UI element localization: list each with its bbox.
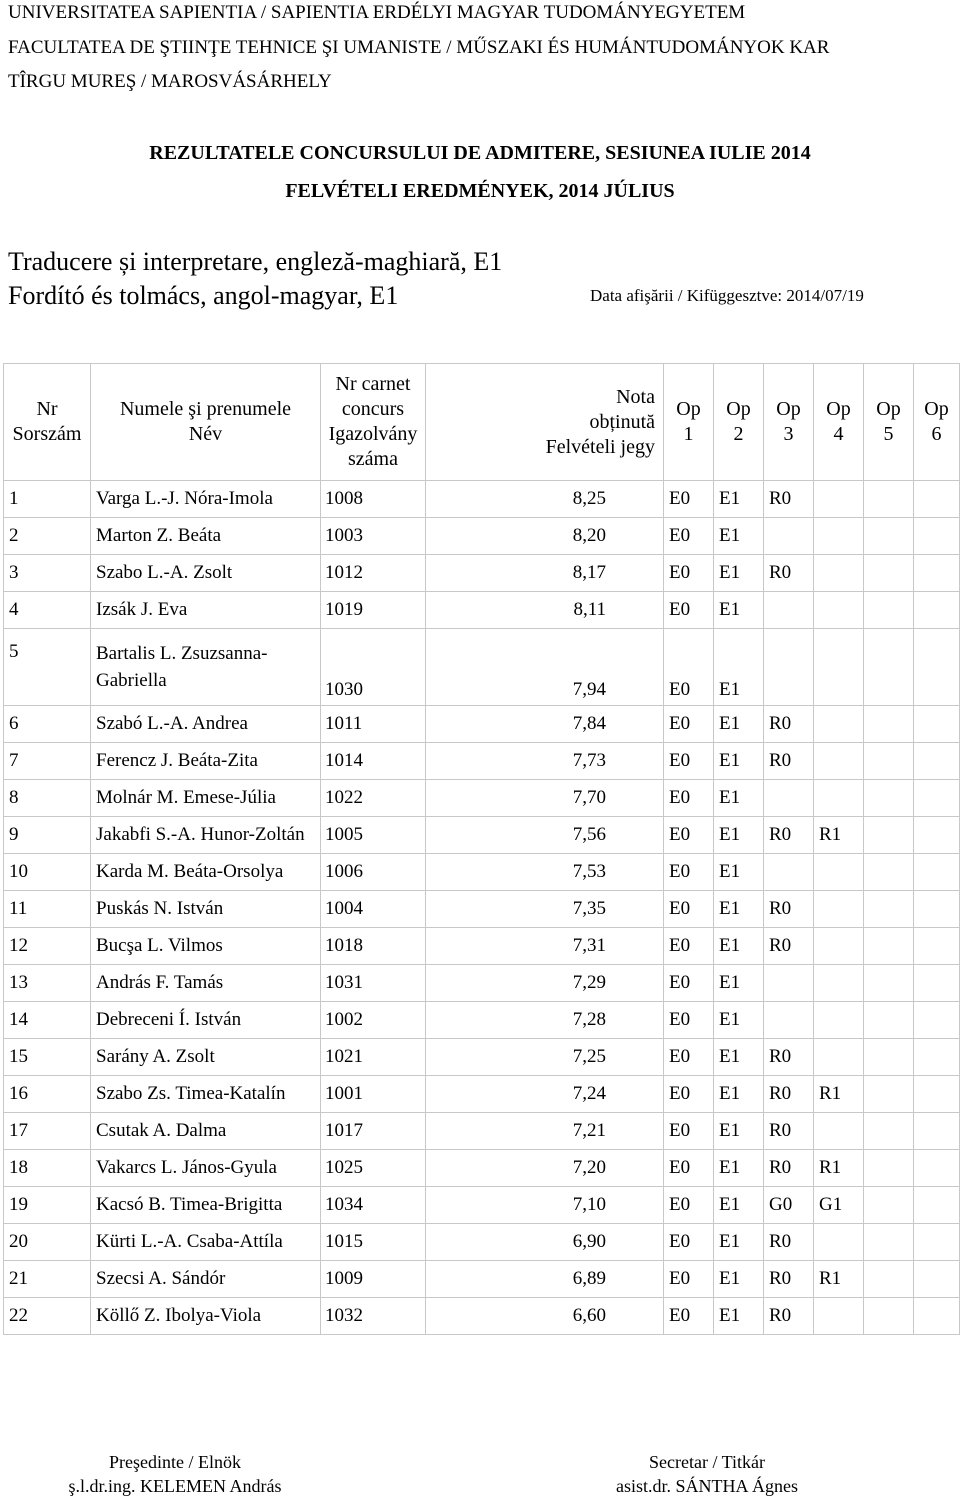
cell-op5 <box>864 1261 914 1298</box>
cell-op1: E0 <box>664 1187 714 1224</box>
cell-op1: E0 <box>664 854 714 891</box>
cell-op6 <box>914 1002 960 1039</box>
cell-name: Kacsó B. Timea-Brigitta <box>91 1187 321 1224</box>
cell-op3: R0 <box>764 817 814 854</box>
cell-nr: 17 <box>4 1113 91 1150</box>
cell-carnet: 1018 <box>321 928 426 965</box>
table-row <box>4 706 960 743</box>
cell-name: Bartalis L. Zsuzsanna-Gabriella <box>91 629 321 706</box>
cell-op6 <box>914 1039 960 1076</box>
header-grade: Nota obținută Felvételi jegy <box>426 364 664 481</box>
cell-op3: R0 <box>764 928 814 965</box>
cell-nr: 19 <box>4 1187 91 1224</box>
table-row <box>4 629 960 706</box>
cell-carnet: 1034 <box>321 1187 426 1224</box>
cell-op2: E1 <box>714 518 764 555</box>
cell-nr: 21 <box>4 1261 91 1298</box>
cell-op3: R0 <box>764 706 814 743</box>
table-row <box>4 817 960 854</box>
cell-op5 <box>864 965 914 1002</box>
cell-nr: 10 <box>4 854 91 891</box>
cell-op3: R0 <box>764 1224 814 1261</box>
cell-name: Molnár M. Emese-Júlia <box>91 780 321 817</box>
cell-op3: R0 <box>764 1150 814 1187</box>
cell-op2: E1 <box>714 1039 764 1076</box>
table-row <box>4 1039 960 1076</box>
cell-op5 <box>864 1187 914 1224</box>
cell-op5 <box>864 518 914 555</box>
cell-op2: E1 <box>714 481 764 518</box>
cell-grade: 7,25 <box>426 1039 664 1076</box>
cell-op5 <box>864 743 914 780</box>
cell-name: Varga L.-J. Nóra-Imola <box>91 481 321 518</box>
cell-op4 <box>814 555 864 592</box>
cell-carnet: 1005 <box>321 817 426 854</box>
cell-op2: E1 <box>714 1187 764 1224</box>
cell-op5 <box>864 629 914 706</box>
cell-op5 <box>864 1224 914 1261</box>
cell-op6 <box>914 928 960 965</box>
cell-op1: E0 <box>664 1113 714 1150</box>
cell-op1: E0 <box>664 743 714 780</box>
cell-op3 <box>764 629 814 706</box>
cell-op2: E1 <box>714 780 764 817</box>
cell-op6 <box>914 1187 960 1224</box>
cell-op1: E0 <box>664 555 714 592</box>
cell-op6 <box>914 1298 960 1335</box>
cell-op6 <box>914 555 960 592</box>
cell-op5 <box>864 1150 914 1187</box>
cell-op6 <box>914 817 960 854</box>
cell-op6 <box>914 629 960 706</box>
cell-grade: 7,73 <box>426 743 664 780</box>
cell-op3: R0 <box>764 1113 814 1150</box>
cell-grade: 7,56 <box>426 817 664 854</box>
secretary-title: Secretar / Titkár <box>649 1452 765 1472</box>
display-date: Data afişării / Kifüggesztve: 2014/07/19 <box>590 286 864 305</box>
cell-carnet: 1012 <box>321 555 426 592</box>
cell-op3: G0 <box>764 1187 814 1224</box>
cell-op1: E0 <box>664 592 714 629</box>
cell-name: Izsák J. Eva <box>91 592 321 629</box>
cell-carnet: 1003 <box>321 518 426 555</box>
cell-carnet: 1032 <box>321 1298 426 1335</box>
cell-op1: E0 <box>664 1076 714 1113</box>
table-row <box>4 1076 960 1113</box>
program-title-hu: Fordító és tolmács, angol-magyar, E1 <box>8 281 399 310</box>
header-op3: Op 3 <box>764 364 814 481</box>
cell-op5 <box>864 1298 914 1335</box>
cell-op1: E0 <box>664 1261 714 1298</box>
cell-op5 <box>864 555 914 592</box>
cell-op2: E1 <box>714 965 764 1002</box>
cell-op6 <box>914 1261 960 1298</box>
header-op4: Op 4 <box>814 364 864 481</box>
cell-op1: E0 <box>664 706 714 743</box>
cell-op4: G1 <box>814 1187 864 1224</box>
cell-op2: E1 <box>714 592 764 629</box>
cell-op5 <box>864 592 914 629</box>
table-row <box>4 891 960 928</box>
cell-op1: E0 <box>664 1150 714 1187</box>
results-table <box>3 363 960 1335</box>
cell-op2: E1 <box>714 817 764 854</box>
cell-op5 <box>864 1113 914 1150</box>
cell-nr: 20 <box>4 1224 91 1261</box>
cell-op2: E1 <box>714 928 764 965</box>
cell-op3: R0 <box>764 555 814 592</box>
program-title-ro: Traducere și interpretare, engleză-maghiară, E1 <box>8 247 503 276</box>
cell-nr: 13 <box>4 965 91 1002</box>
cell-grade: 6,60 <box>426 1298 664 1335</box>
cell-name: Csutak A. Dalma <box>91 1113 321 1150</box>
secretary-name: asist.dr. SÁNTHA Ágnes <box>615 1476 798 1496</box>
cell-nr: 14 <box>4 1002 91 1039</box>
cell-carnet: 1025 <box>321 1150 426 1187</box>
cell-grade: 7,84 <box>426 706 664 743</box>
university-name: UNIVERSITATEA SAPIENTIA / SAPIENTIA ERDÉLYI MAGYAR TUDOMÁNYEGYETEM <box>8 2 746 23</box>
cell-op6 <box>914 1224 960 1261</box>
cell-op6 <box>914 1076 960 1113</box>
cell-name: Jakabfi S.-A. Hunor-Zoltán <box>91 817 321 854</box>
cell-op4: R1 <box>814 1076 864 1113</box>
cell-op2: E1 <box>714 743 764 780</box>
table-row <box>4 481 960 518</box>
cell-op4 <box>814 592 864 629</box>
table-row <box>4 1150 960 1187</box>
cell-grade: 8,17 <box>426 555 664 592</box>
cell-op1: E0 <box>664 817 714 854</box>
cell-op1: E0 <box>664 1298 714 1335</box>
cell-op5 <box>864 1002 914 1039</box>
header-nr: Nr Sorszám <box>4 364 91 481</box>
cell-carnet: 1031 <box>321 965 426 1002</box>
cell-op3: R0 <box>764 481 814 518</box>
document-title-hu: FELVÉTELI EREDMÉNYEK, 2014 JÚLIUS <box>285 180 675 202</box>
cell-name: Puskás N. István <box>91 891 321 928</box>
cell-op6 <box>914 592 960 629</box>
cell-op6 <box>914 743 960 780</box>
cell-op6 <box>914 780 960 817</box>
cell-name: Köllő Z. Ibolya-Viola <box>91 1298 321 1335</box>
cell-grade: 6,90 <box>426 1224 664 1261</box>
cell-op4 <box>814 743 864 780</box>
cell-op2: E1 <box>714 1298 764 1335</box>
cell-carnet: 1001 <box>321 1076 426 1113</box>
cell-op2: E1 <box>714 706 764 743</box>
cell-op4 <box>814 928 864 965</box>
cell-carnet: 1022 <box>321 780 426 817</box>
cell-grade: 7,31 <box>426 928 664 965</box>
cell-op5 <box>864 481 914 518</box>
cell-op3 <box>764 592 814 629</box>
cell-op6 <box>914 1113 960 1150</box>
cell-carnet: 1008 <box>321 481 426 518</box>
table-row <box>4 592 960 629</box>
cell-op4 <box>814 518 864 555</box>
president-name: ş.l.dr.ing. KELEMEN András <box>68 1476 282 1496</box>
cell-op3 <box>764 518 814 555</box>
cell-op6 <box>914 518 960 555</box>
cell-op3 <box>764 854 814 891</box>
cell-op2: E1 <box>714 1261 764 1298</box>
cell-op3: R0 <box>764 1039 814 1076</box>
cell-op4: R1 <box>814 1150 864 1187</box>
table-row <box>4 1113 960 1150</box>
cell-op1: E0 <box>664 1224 714 1261</box>
header-op6: Op 6 <box>914 364 960 481</box>
cell-nr: 11 <box>4 891 91 928</box>
cell-op3: R0 <box>764 1076 814 1113</box>
cell-op1: E0 <box>664 518 714 555</box>
table-row <box>4 854 960 891</box>
table-row <box>4 743 960 780</box>
cell-carnet: 1030 <box>321 629 426 706</box>
table-row <box>4 780 960 817</box>
cell-op4 <box>814 1113 864 1150</box>
cell-op2: E1 <box>714 1076 764 1113</box>
faculty-name: FACULTATEA DE ŞTIINŢE TEHNICE ŞI UMANISTE / MŰSZAKI ÉS HUMÁNTUDOMÁNYOK KAR <box>8 37 830 58</box>
cell-grade: 8,20 <box>426 518 664 555</box>
cell-op4 <box>814 780 864 817</box>
cell-carnet: 1014 <box>321 743 426 780</box>
cell-name: András F. Tamás <box>91 965 321 1002</box>
cell-grade: 7,28 <box>426 1002 664 1039</box>
cell-op2: E1 <box>714 629 764 706</box>
cell-op5 <box>864 891 914 928</box>
cell-name: Marton Z. Beáta <box>91 518 321 555</box>
cell-nr: 8 <box>4 780 91 817</box>
secretary-signature <box>594 1450 820 1498</box>
cell-carnet: 1011 <box>321 706 426 743</box>
cell-op5 <box>864 854 914 891</box>
cell-nr: 12 <box>4 928 91 965</box>
cell-op2: E1 <box>714 891 764 928</box>
cell-op3: R0 <box>764 891 814 928</box>
cell-grade: 7,10 <box>426 1187 664 1224</box>
cell-op5 <box>864 706 914 743</box>
cell-op5 <box>864 780 914 817</box>
cell-op3 <box>764 780 814 817</box>
cell-grade: 7,20 <box>426 1150 664 1187</box>
cell-op2: E1 <box>714 1002 764 1039</box>
cell-carnet: 1019 <box>321 592 426 629</box>
cell-op6 <box>914 706 960 743</box>
cell-op1: E0 <box>664 481 714 518</box>
cell-grade: 7,24 <box>426 1076 664 1113</box>
cell-op4 <box>814 629 864 706</box>
table-row <box>4 1187 960 1224</box>
cell-op1: E0 <box>664 780 714 817</box>
cell-name: Sarány A. Zsolt <box>91 1039 321 1076</box>
cell-op5 <box>864 817 914 854</box>
cell-name: Szabo L.-A. Zsolt <box>91 555 321 592</box>
cell-op1: E0 <box>664 965 714 1002</box>
cell-name: Kürti L.-A. Csaba-Attíla <box>91 1224 321 1261</box>
cell-nr: 18 <box>4 1150 91 1187</box>
cell-nr: 9 <box>4 817 91 854</box>
cell-op1: E0 <box>664 629 714 706</box>
header-op1: Op 1 <box>664 364 714 481</box>
cell-op6 <box>914 965 960 1002</box>
table-row <box>4 518 960 555</box>
cell-nr: 16 <box>4 1076 91 1113</box>
cell-op2: E1 <box>714 1224 764 1261</box>
cell-op4: R1 <box>814 817 864 854</box>
cell-grade: 7,53 <box>426 854 664 891</box>
cell-op3 <box>764 965 814 1002</box>
table-header-row <box>4 364 960 481</box>
cell-name: Szecsi A. Sándór <box>91 1261 321 1298</box>
cell-op5 <box>864 928 914 965</box>
cell-carnet: 1006 <box>321 854 426 891</box>
cell-grade: 8,11 <box>426 592 664 629</box>
table-row <box>4 965 960 1002</box>
header-op5: Op 5 <box>864 364 914 481</box>
cell-carnet: 1002 <box>321 1002 426 1039</box>
header-carnet: Nr carnet concurs Igazolvány száma <box>321 364 426 481</box>
cell-nr: 5 <box>4 629 91 706</box>
cell-carnet: 1009 <box>321 1261 426 1298</box>
cell-nr: 1 <box>4 481 91 518</box>
cell-op2: E1 <box>714 854 764 891</box>
cell-op3: R0 <box>764 1261 814 1298</box>
cell-name: Debreceni Í. István <box>91 1002 321 1039</box>
cell-nr: 6 <box>4 706 91 743</box>
cell-op4 <box>814 965 864 1002</box>
cell-op4 <box>814 891 864 928</box>
header-op2: Op 2 <box>714 364 764 481</box>
cell-grade: 7,94 <box>426 629 664 706</box>
cell-name: Vakarcs L. János-Gyula <box>91 1150 321 1187</box>
cell-name: Szabo Zs. Timea-Katalín <box>91 1076 321 1113</box>
cell-nr: 4 <box>4 592 91 629</box>
cell-op4 <box>814 854 864 891</box>
cell-op4 <box>814 481 864 518</box>
cell-grade: 7,21 <box>426 1113 664 1150</box>
cell-op5 <box>864 1076 914 1113</box>
table-row <box>4 1261 960 1298</box>
table-row <box>4 1002 960 1039</box>
cell-name: Ferencz J. Beáta-Zita <box>91 743 321 780</box>
table-row <box>4 928 960 965</box>
cell-grade: 6,89 <box>426 1261 664 1298</box>
cell-op5 <box>864 1039 914 1076</box>
cell-op2: E1 <box>714 555 764 592</box>
cell-nr: 22 <box>4 1298 91 1335</box>
document-title-ro: REZULTATELE CONCURSULUI DE ADMITERE, SESIUNEA IULIE 2014 <box>149 142 811 164</box>
president-signature <box>62 1450 288 1498</box>
cell-op1: E0 <box>664 891 714 928</box>
cell-op4: R1 <box>814 1261 864 1298</box>
cell-op2: E1 <box>714 1113 764 1150</box>
cell-nr: 2 <box>4 518 91 555</box>
city-name: TÎRGU MUREŞ / MAROSVÁSÁRHELY <box>8 71 332 92</box>
cell-nr: 15 <box>4 1039 91 1076</box>
cell-name: Bucşa L. Vilmos <box>91 928 321 965</box>
cell-grade: 8,25 <box>426 481 664 518</box>
cell-op4 <box>814 1002 864 1039</box>
cell-carnet: 1015 <box>321 1224 426 1261</box>
cell-carnet: 1021 <box>321 1039 426 1076</box>
cell-op1: E0 <box>664 1039 714 1076</box>
cell-carnet: 1004 <box>321 891 426 928</box>
cell-nr: 3 <box>4 555 91 592</box>
cell-op1: E0 <box>664 1002 714 1039</box>
cell-carnet: 1017 <box>321 1113 426 1150</box>
cell-op4 <box>814 1224 864 1261</box>
cell-op4 <box>814 1298 864 1335</box>
cell-grade: 7,35 <box>426 891 664 928</box>
cell-op1: E0 <box>664 928 714 965</box>
table-row <box>4 555 960 592</box>
header-name: Numele şi prenumele Név <box>91 364 321 481</box>
cell-nr: 7 <box>4 743 91 780</box>
table-row <box>4 1298 960 1335</box>
cell-op3 <box>764 1002 814 1039</box>
cell-op2: E1 <box>714 1150 764 1187</box>
cell-name: Karda M. Beáta-Orsolya <box>91 854 321 891</box>
cell-name: Szabó L.-A. Andrea <box>91 706 321 743</box>
cell-grade: 7,29 <box>426 965 664 1002</box>
cell-op6 <box>914 891 960 928</box>
cell-op4 <box>814 706 864 743</box>
cell-op4 <box>814 1039 864 1076</box>
table-row <box>4 1224 960 1261</box>
cell-op6 <box>914 481 960 518</box>
president-title: Preşedinte / Elnök <box>109 1452 241 1472</box>
cell-op3: R0 <box>764 743 814 780</box>
cell-op3: R0 <box>764 1298 814 1335</box>
cell-op6 <box>914 1150 960 1187</box>
cell-grade: 7,70 <box>426 780 664 817</box>
cell-op6 <box>914 854 960 891</box>
